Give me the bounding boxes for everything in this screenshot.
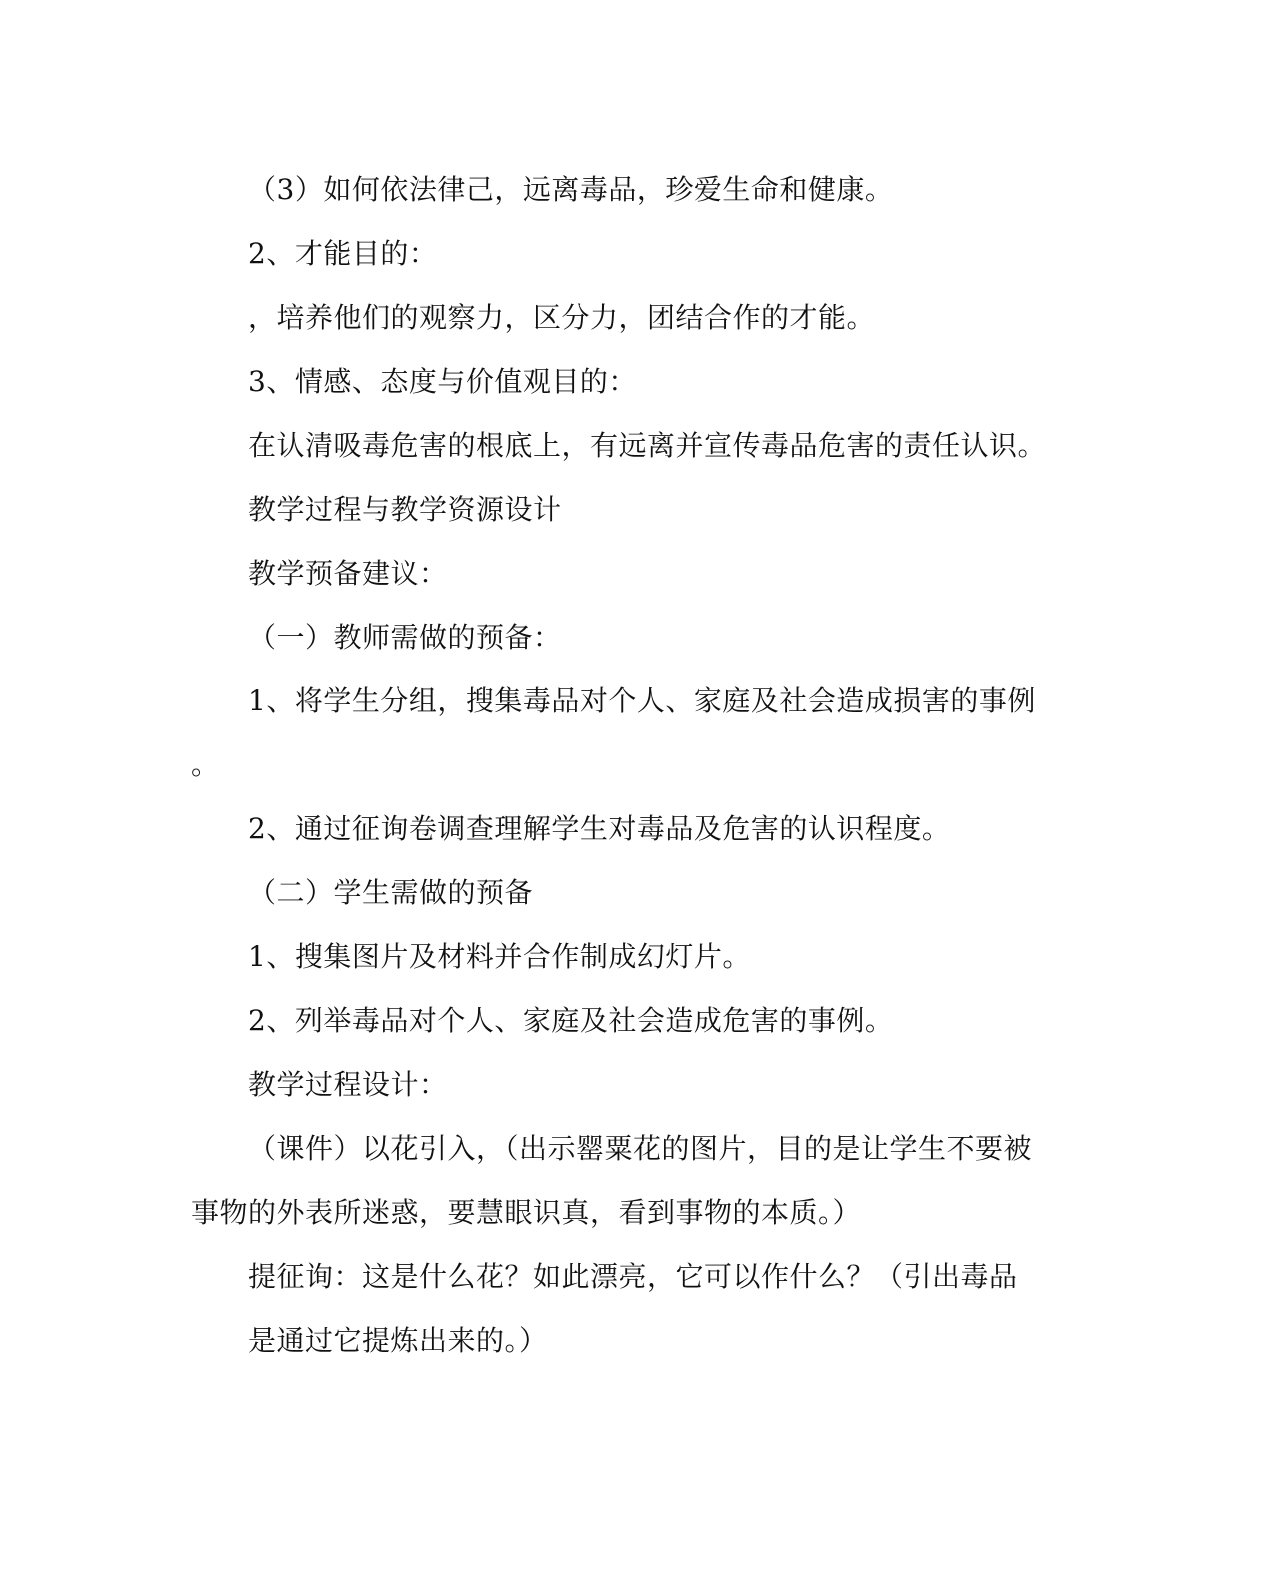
text-line-11: 2、通过征询卷调查理解学生对毒品及危害的认识程度。	[248, 812, 951, 845]
text-line-10: 。	[191, 748, 220, 781]
text-line-2: 2、才能目的：	[248, 237, 438, 270]
text-line-18: 提征询：这是什么花？如此漂亮，它可以作什么？（引出毒品	[248, 1260, 1018, 1293]
text-line-12: （二）学生需做的预备	[248, 876, 534, 909]
text-line-17: 事物的外表所迷惑，要慧眼识真，看到事物的本质。）	[191, 1196, 862, 1229]
text-line-8: （一）教师需做的预备：	[248, 621, 562, 654]
text-line-16: （课件）以花引入，（出示罂粟花的图片，目的是让学生不要被	[248, 1132, 1033, 1165]
text-line-6: 教学过程与教学资源设计	[248, 493, 562, 526]
text-line-15: 教学过程设计：	[248, 1068, 448, 1101]
text-line-19: 是通过它提炼出来的。）	[248, 1324, 548, 1357]
text-line-5: 在认清吸毒危害的根底上，有远离并宣传毒品危害的责任认识。	[248, 429, 1047, 462]
text-line-14: 2、列举毒品对个人、家庭及社会造成危害的事例。	[248, 1004, 894, 1037]
text-line-1: （3）如何依法律己，远离毒品，珍爱生命和健康。	[248, 173, 894, 206]
text-line-13: 1、搜集图片及材料并合作制成幻灯片。	[248, 940, 751, 973]
text-line-7: 教学预备建议：	[248, 557, 448, 590]
text-line-4: 3、情感、态度与价值观目的：	[248, 365, 637, 398]
text-line-9: 1、将学生分组，搜集毒品对个人、家庭及社会造成损害的事例	[248, 684, 1036, 717]
text-line-3: ，培养他们的观察力，区分力，团结合作的才能。	[248, 301, 876, 334]
